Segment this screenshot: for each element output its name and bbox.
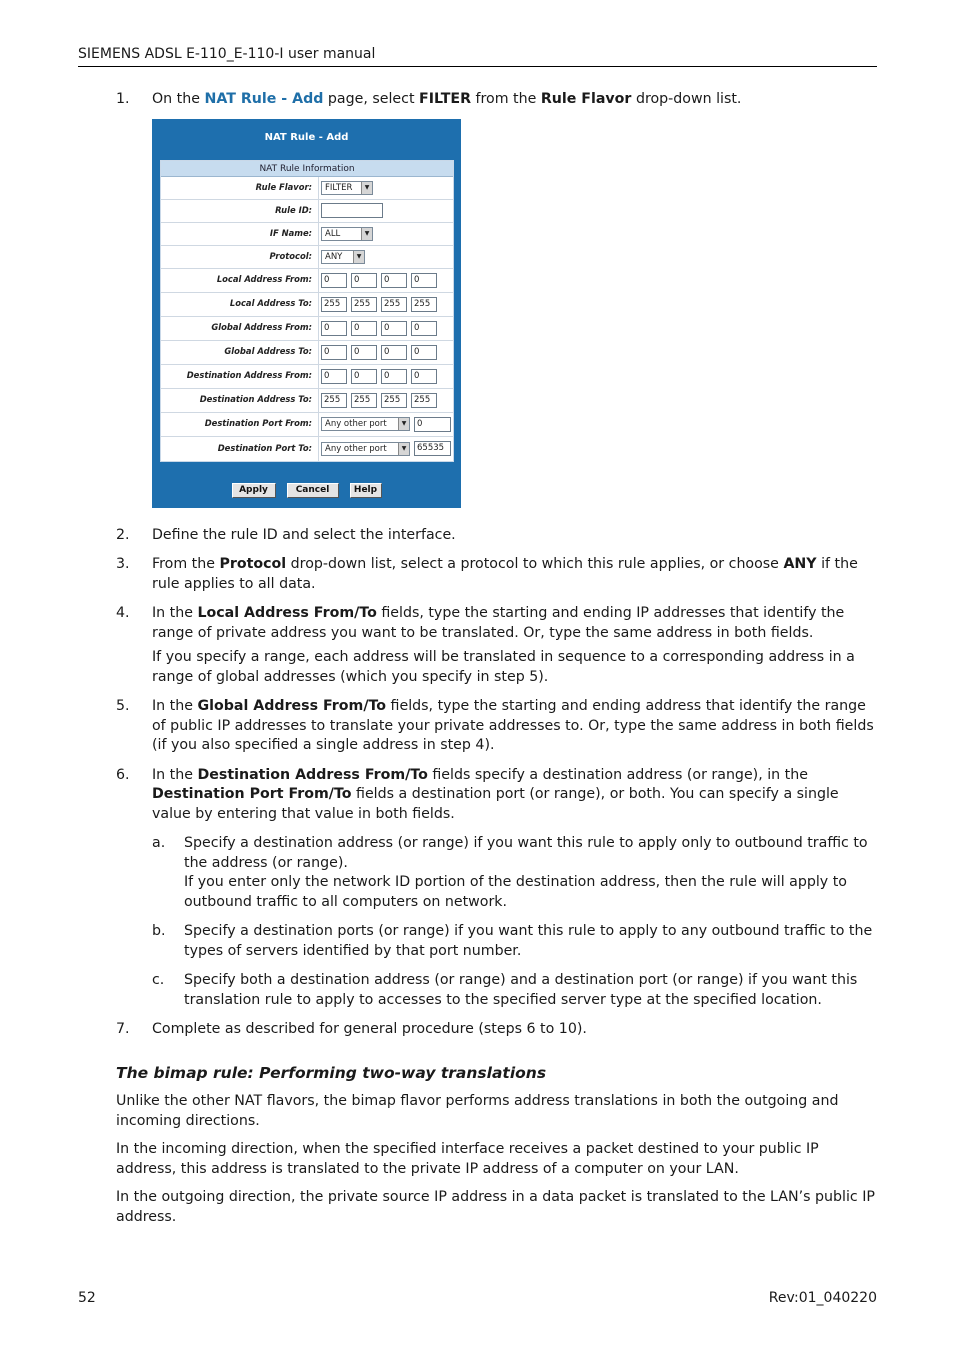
section-title: The bimap rule: Performing two-way translations — [116, 1063, 547, 1082]
step-note: If you specify a range, each address will be translated in sequence to a corresponding address in a range of global addresses (which you specify in step 5). — [152, 649, 855, 685]
row-global-to — [161, 341, 453, 365]
screenshot-figure — [152, 119, 878, 508]
chevron-down-icon: ▼ — [361, 182, 372, 194]
step-text: Complete as described for general procedure (steps 6 to 10). — [152, 1021, 587, 1037]
port-to-input[interactable]: 65535 — [414, 441, 451, 456]
substep-text: Specify a destination ports (or range) if you want this rule to apply to any outbound traffic to the types of servers identified by that port number. — [184, 923, 873, 959]
octet-input[interactable]: 0 — [381, 273, 407, 288]
label-protocol: Protocol: — [161, 246, 319, 268]
octet-input[interactable]: 0 — [321, 273, 347, 288]
nat-rule-add-panel — [152, 119, 461, 508]
octet-input[interactable]: 0 — [321, 369, 347, 384]
octet-input[interactable]: 255 — [351, 297, 377, 312]
port-from-select[interactable]: Any other port ▼ — [321, 417, 410, 431]
chevron-down-icon: ▼ — [361, 228, 372, 240]
row-port-to — [161, 437, 453, 461]
label-port-to: Destination Port To: — [161, 437, 319, 461]
row-protocol — [161, 246, 453, 269]
rule-id-input[interactable] — [321, 203, 383, 218]
step-text: Define the rule ID and select the interface. — [152, 526, 456, 543]
label-local-to: Local Address To: — [161, 293, 319, 316]
nat-rule-table — [160, 160, 454, 462]
chevron-down-icon: ▼ — [398, 443, 409, 455]
octet-input[interactable]: 0 — [411, 345, 437, 360]
octet-input[interactable]: 255 — [411, 393, 437, 408]
octet-input[interactable]: 0 — [411, 273, 437, 288]
step-7 — [78, 1020, 878, 1040]
row-local-from — [161, 269, 453, 293]
step-1 — [78, 90, 878, 508]
row-local-to — [161, 293, 453, 317]
button-bar — [152, 483, 461, 498]
row-rule-id — [161, 200, 453, 223]
label-local-from: Local Address From: — [161, 269, 319, 292]
octet-input[interactable]: 255 — [321, 393, 347, 408]
page-content — [78, 90, 878, 1236]
octet-input[interactable]: 255 — [351, 393, 377, 408]
label-global-from: Global Address From: — [161, 317, 319, 340]
revision-label: Rev:01_040220 — [768, 1290, 877, 1306]
substep-text: Specify both a destination address (or range) and a destination port (or range) if you want this translation rule to apply to accesses to the specified server type at the specified location. — [184, 972, 858, 1008]
label-global-to: Global Address To: — [161, 341, 319, 364]
protocol-select[interactable]: ANY ▼ — [321, 250, 365, 264]
paragraph: In the outgoing direction, the private source IP address in a data packet is translated to the LAN’s public IP address. — [116, 1189, 875, 1225]
port-from-input[interactable]: 0 — [414, 417, 451, 432]
octet-input[interactable]: 0 — [321, 345, 347, 360]
nat-rule-add-link[interactable]: NAT Rule - Add — [204, 91, 324, 107]
paragraph: In the incoming direction, when the specified interface receives a packet destined to your public IP address, this address is translated to the private IP address of a computer on your LAN. — [116, 1141, 819, 1177]
step-text: On the NAT Rule - Add page, select FILTER from the Rule Flavor drop-down list. — [152, 91, 742, 107]
octet-input[interactable]: 0 — [351, 369, 377, 384]
label-dest-to: Destination Address To: — [161, 389, 319, 412]
row-dest-to — [161, 389, 453, 413]
step-text: In the Local Address From/To fields, type the starting and ending IP addresses that identify the range of private address you want to be translated. Or, type the same address in both fields. — [152, 605, 845, 641]
substep-letter: a. — [152, 835, 166, 851]
step-text: In the Global Address From/To fields, type the starting and ending address that identify the range of public IP addresses to translate your private addresses to. Or, type the same address in both fields (if you also specified a single address in step 4). — [152, 698, 874, 753]
port-to-select[interactable]: Any other port ▼ — [321, 442, 410, 456]
cancel-button[interactable]: Cancel — [287, 483, 339, 498]
page-header: SIEMENS ADSL E-110_E-110-I user manual — [78, 46, 877, 67]
chevron-down-icon: ▼ — [398, 418, 409, 430]
substep-c — [152, 971, 878, 1010]
apply-button[interactable]: Apply — [232, 483, 276, 498]
rule-flavor-select[interactable]: FILTER ▼ — [321, 181, 373, 195]
octet-input[interactable]: 0 — [411, 321, 437, 336]
help-button[interactable]: Help — [350, 483, 382, 498]
label-port-from: Destination Port From: — [161, 413, 319, 436]
substep-letter: c. — [152, 972, 165, 988]
step-3 — [78, 555, 878, 594]
substep-note: If you enter only the network ID portion of the destination address, then the rule will apply to outbound traffic to all computers on network. — [184, 874, 847, 910]
row-global-from — [161, 317, 453, 341]
label-dest-from: Destination Address From: — [161, 365, 319, 388]
octet-input[interactable]: 255 — [381, 297, 407, 312]
octet-input[interactable]: 0 — [381, 321, 407, 336]
step-number: 7. — [116, 1021, 130, 1037]
octet-input[interactable]: 255 — [411, 297, 437, 312]
substep-b — [152, 922, 878, 961]
octet-input[interactable]: 255 — [381, 393, 407, 408]
substep-letter: b. — [152, 923, 166, 939]
row-if-name — [161, 223, 453, 246]
paragraph: Unlike the other NAT flavors, the bimap flavor performs address translations in both the outgoing and incoming directions. — [116, 1093, 839, 1129]
octet-input[interactable]: 0 — [351, 345, 377, 360]
step-number: 5. — [116, 698, 130, 714]
step-text: In the Destination Address From/To fields specify a destination address (or range), in the Destination Port From/To fields a destination port (or range), or both. You can specify a single value by entering that value in both fields. — [152, 766, 839, 822]
octet-input[interactable]: 0 — [381, 369, 407, 384]
step-4 — [78, 604, 878, 687]
octet-input[interactable]: 0 — [411, 369, 437, 384]
step-number: 3. — [116, 556, 130, 572]
step-number: 1. — [116, 91, 130, 107]
row-port-from — [161, 413, 453, 437]
step-number: 2. — [116, 526, 130, 543]
octet-input[interactable]: 0 — [381, 345, 407, 360]
table-header: NAT Rule Information — [161, 161, 453, 177]
label-rule-flavor: Rule Flavor: — [161, 177, 319, 199]
step-2 — [78, 526, 878, 546]
label-if-name: IF Name: — [161, 223, 319, 245]
substep-a — [152, 834, 878, 912]
substep-text: Specify a destination address (or range) if you want this rule to apply only to outbound traffic to the address (or range). — [184, 835, 868, 871]
chevron-down-icon: ▼ — [353, 251, 364, 263]
step-6 — [78, 766, 878, 1011]
label-rule-id: Rule ID: — [161, 200, 319, 222]
step-number: 4. — [116, 605, 130, 621]
step-5 — [78, 697, 878, 756]
octet-input[interactable]: 0 — [321, 321, 347, 336]
panel-title: NAT Rule - Add — [264, 131, 349, 143]
row-dest-from — [161, 365, 453, 389]
octet-input[interactable]: 0 — [351, 273, 377, 288]
if-name-select[interactable]: ALL ▼ — [321, 227, 373, 241]
row-rule-flavor — [161, 177, 453, 200]
step-text: From the Protocol drop-down list, select a protocol to which this rule applies, or choose ANY if the rule applies to all data. — [152, 556, 858, 592]
page-number: 52 — [78, 1290, 96, 1306]
octet-input[interactable]: 255 — [321, 297, 347, 312]
step-number: 6. — [116, 766, 130, 783]
octet-input[interactable]: 0 — [351, 321, 377, 336]
